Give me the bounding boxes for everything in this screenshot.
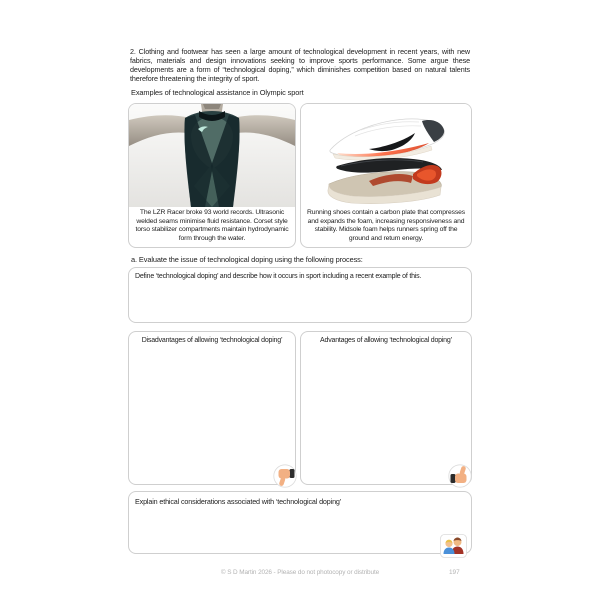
carbon-plate-shoe-image [301,104,471,207]
answer-box-disadvantages[interactable] [128,331,296,485]
lzr-racer-swimsuit-image [129,104,295,207]
swimsuit-caption: The LZR Racer broke 93 world records. Ultrasonic welded seams minimise fluid resistance. Corset style torso stabilizer compartments maintain hydrodynamic form through the water. [135,209,289,242]
define-label: Define ‘technological doping’ and describe how it occurs in sport including a recent example of this. [135,273,422,280]
examples-heading: Examples of technological assistance in Olympic sport [131,88,304,97]
example-card-swimsuit [128,103,296,248]
disadvantages-label: Disadvantages of allowing ‘technological doping’ [141,337,283,344]
example-card-running-shoe [300,103,472,248]
intro-paragraph: 2. Clothing and footwear has seen a large amount of technological development in recent years, with new fabrics, materials and design innovations seeking to improve sports performance. Some argue these developments are a form of “technological doping,” which diminishes competition based on natural talents therefore threatening the integrity of sport. [130,47,470,83]
advantages-label: Advantages of allowing ‘technological doping’ [320,337,452,344]
two-people-icon [440,534,467,558]
footer-copyright: © S D Martin 2026 - Please do not photocopy or distribute [220,569,380,576]
running-shoe-caption: Running shoes contain a carbon plate that compresses and expands the foam, increasing responsiveness and stability. Midsole foam helps runners spring off the ground and return energy. [306,209,466,242]
answer-box-advantages[interactable] [300,331,472,485]
page-number: 197 [449,569,460,576]
ethics-label: Explain ethical considerations associated with ‘technological doping’ [135,497,342,506]
answer-box-define[interactable] [128,267,472,323]
thumbs-down-icon [273,464,297,488]
answer-box-ethics[interactable] [128,491,472,554]
question-prompt: a. Evaluate the issue of technological doping using the following process: [131,255,363,264]
thumbs-up-icon [448,464,472,488]
